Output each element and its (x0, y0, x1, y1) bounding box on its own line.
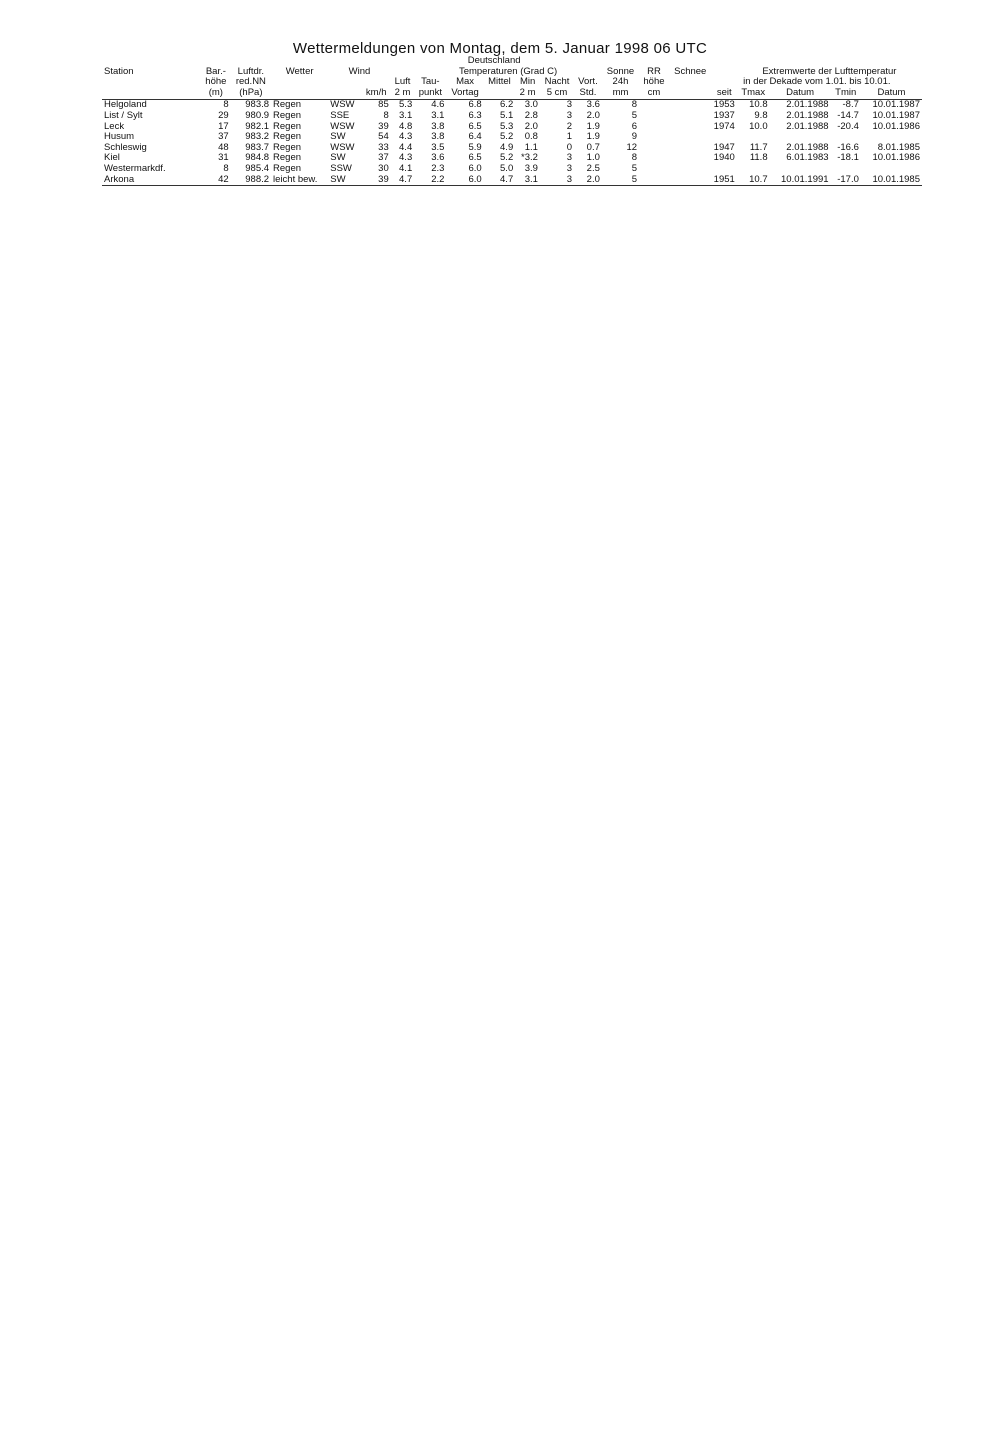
header-rr: RR (647, 65, 661, 77)
header-tau: Tau- (421, 76, 440, 88)
cell-seit: 1937 (713, 109, 735, 121)
cell-schnee (639, 111, 669, 122)
cell-wr: SW (330, 152, 346, 164)
table-row (102, 111, 922, 122)
cell-tmax_d: 2.01.1988 (786, 120, 829, 132)
cell-druck: 988.2 (231, 175, 271, 186)
cell-tmax_d (770, 164, 831, 175)
header-min-2: 2 m (515, 88, 540, 100)
cell-hoehe: 37 (218, 131, 229, 143)
cell-schnee (639, 175, 669, 186)
cell-luft: 4.8 (399, 120, 413, 132)
cell-wr: SSE (330, 109, 350, 121)
cell-tmax: 10.7 (737, 175, 770, 186)
cell-gap (669, 175, 712, 186)
cell-tau: 3.6 (431, 152, 445, 164)
header-bar-2: höhe (205, 76, 227, 88)
cell-seit (712, 164, 737, 175)
cell-rr: 6 (631, 120, 638, 132)
cell-nacht: 3 (566, 109, 573, 121)
header-tau-2: punkt (414, 88, 446, 100)
header-max: Max (456, 76, 475, 88)
cell-hoehe: 8 (223, 162, 229, 174)
header-wind-unit: km/h (362, 88, 391, 100)
header-station: Station (104, 65, 134, 77)
page-title: Wettermeldungen von Montag, dem 5. Januar 1998 06 UTC (292, 40, 708, 57)
cell-tmax: 11.8 (749, 152, 768, 164)
cell-rr: 5 (602, 175, 639, 186)
cell-min: 3.1 (515, 175, 540, 186)
cell-nacht: 3 (540, 175, 574, 186)
cell-luft: 4.3 (399, 152, 413, 164)
header-bar-unit: (m) (201, 88, 231, 100)
cell-sonne: 1.0 (586, 152, 600, 164)
cell-wetter: Regen (273, 162, 302, 174)
header-extremes-period: in der Dekade vom 1.01. bis 10.01. (743, 76, 891, 88)
cell-seit: 1953 (713, 99, 735, 111)
cell-wr: WSW (330, 99, 355, 111)
cell-tmax_d: 6.01.1983 (786, 152, 829, 164)
cell-max: 6.8 (468, 99, 482, 111)
cell-max: 6.4 (468, 131, 482, 143)
header-luft: Luft (394, 76, 411, 88)
cell-schnee (639, 132, 669, 143)
header-tmin: Tmin (831, 88, 861, 100)
cell-luft: 4.3 (399, 131, 413, 143)
cell-nacht: 2 (566, 120, 573, 132)
cell-name: Husum (104, 131, 135, 143)
cell-schnee (639, 164, 669, 175)
header-max-2: Vortag (446, 88, 483, 100)
cell-hoehe: 31 (218, 152, 229, 164)
cell-druck: 985.4 (245, 162, 270, 174)
cell-seit: 1974 (713, 120, 735, 132)
cell-hoehe: 17 (218, 120, 229, 132)
cell-sonne: 2.0 (574, 175, 602, 186)
cell-tmax: 10.0 (749, 120, 768, 132)
cell-druck: 980.9 (245, 109, 270, 121)
cell-tau: 3.8 (431, 131, 445, 143)
cell-luft: 5.3 (399, 99, 413, 111)
cell-wetter: Regen (273, 131, 302, 143)
header-luft-2: 2 m (391, 88, 414, 100)
header-nacht-2: 5 cm (540, 88, 574, 100)
cell-mittel: 6.2 (500, 99, 514, 111)
cell-nacht: 3 (566, 99, 573, 111)
cell-min: 2.8 (524, 109, 538, 121)
header-min: Min (519, 76, 536, 88)
cell-wg: 39 (362, 175, 391, 186)
cell-tmax: 9.8 (754, 109, 768, 121)
cell-tmin_d: 10.01.1987 (872, 109, 920, 121)
cell-mittel: 5.2 (500, 131, 514, 143)
header-sonne-2: Vort. (578, 76, 598, 88)
cell-tau: 3.8 (431, 120, 445, 132)
cell-min: 2.0 (524, 120, 538, 132)
cell-min: 0.8 (524, 131, 538, 143)
cell-luft: 4.1 (399, 162, 413, 174)
cell-max: 6.0 (446, 175, 483, 186)
cell-rr: 9 (631, 131, 638, 143)
cell-max: 6.5 (468, 152, 482, 164)
cell-druck: 983.2 (245, 131, 270, 143)
cell-sonne: 0.7 (586, 141, 600, 153)
cell-tau: 4.6 (431, 99, 445, 111)
cell-schnee (639, 153, 669, 164)
cell-tmin_d: 10.01.1985 (861, 175, 922, 186)
cell-tmax_d: 10.01.1991 (770, 175, 831, 186)
cell-gap (669, 164, 712, 175)
cell-hoehe: 48 (218, 141, 229, 153)
cell-min: 1.1 (524, 141, 538, 153)
cell-rr: 8 (631, 152, 638, 164)
weather-table (102, 56, 922, 186)
cell-hoehe: 8 (223, 99, 229, 111)
header-wind: Wind (348, 65, 371, 77)
cell-wg: 33 (378, 141, 389, 153)
cell-gap (669, 143, 712, 154)
cell-seit: 1947 (713, 141, 735, 153)
header-temperatures: Temperaturen (Grad C) (458, 65, 558, 77)
header-rr-2: 24h (612, 76, 629, 88)
cell-wr: WSW (330, 120, 355, 132)
cell-luft: 3.1 (399, 109, 413, 121)
cell-schnee (639, 100, 669, 111)
cell-sonne: 3.6 (586, 99, 600, 111)
cell-min: 3.0 (524, 99, 538, 111)
header-sonne: Sonne (606, 65, 635, 77)
cell-nacht: 3 (566, 152, 573, 164)
cell-mittel: 4.9 (500, 141, 514, 153)
cell-schnee (639, 122, 669, 133)
table-body (102, 100, 922, 186)
table-row (102, 164, 922, 175)
cell-tmin_d (861, 164, 922, 175)
cell-tmin: -8.7 (842, 99, 859, 111)
cell-tmax: 10.8 (749, 99, 768, 111)
cell-tmin: -16.6 (837, 141, 859, 153)
cell-luft: 4.4 (399, 141, 413, 153)
header-nacht: Nacht (544, 76, 570, 88)
cell-tmin: -14.7 (837, 109, 859, 121)
cell-tmin_d: 10.01.1986 (872, 120, 920, 132)
cell-luft: 4.7 (391, 175, 414, 186)
cell-mittel: 4.7 (484, 175, 516, 186)
header-seit: seit (712, 88, 737, 100)
cell-wr: WSW (330, 141, 355, 153)
cell-mittel: 5.2 (500, 152, 514, 164)
cell-gap (669, 122, 712, 133)
cell-max: 6.0 (468, 162, 482, 174)
cell-nacht: 1 (566, 131, 573, 143)
cell-sonne: 1.9 (586, 131, 600, 143)
cell-gap (669, 132, 712, 143)
cell-name: Arkona (102, 175, 201, 186)
cell-seit: 1951 (713, 173, 735, 185)
cell-tmax: 11.7 (749, 141, 768, 153)
cell-rr: 5 (631, 162, 638, 174)
header-tmin-datum: Datum (861, 88, 922, 100)
header-wetter: Wetter (285, 65, 314, 77)
cell-sonne: 1.9 (586, 120, 600, 132)
cell-name: List / Sylt (104, 109, 143, 121)
cell-hoehe: 42 (201, 175, 231, 186)
cell-tmin: -18.1 (837, 152, 859, 164)
cell-tau: 3.1 (431, 109, 445, 121)
cell-mittel: 5.1 (500, 109, 514, 121)
cell-mittel: 5.0 (500, 162, 514, 174)
cell-tmax_d: 2.01.1988 (786, 109, 829, 121)
cell-nacht: 3 (566, 162, 573, 174)
cell-hoehe: 29 (218, 109, 229, 121)
cell-sonne: 2.5 (586, 162, 600, 174)
cell-wr: SW (330, 131, 346, 143)
header-tmax: Tmax (737, 88, 770, 100)
cell-tau: 3.5 (431, 141, 445, 153)
cell-wg: 8 (383, 109, 389, 121)
table-row (102, 175, 922, 186)
header-schnee-2: höhe (643, 76, 665, 88)
header-country: Deutschland (467, 55, 521, 66)
cell-name: Leck (104, 120, 125, 132)
cell-seit: 1940 (713, 152, 735, 164)
cell-druck: 983.7 (245, 141, 270, 153)
cell-max: 6.5 (468, 120, 482, 132)
cell-tmin: -20.4 (837, 120, 859, 132)
cell-wg: 85 (378, 99, 389, 111)
cell-max: 6.3 (468, 109, 482, 121)
header-extremes: Extremwerte der Lufttemperatur (762, 65, 897, 77)
cell-tmax_d: 2.01.1988 (786, 99, 829, 111)
cell-min: *3.2 (521, 152, 538, 164)
header-luftdr-2: red.NN (235, 76, 266, 88)
cell-name: Kiel (104, 152, 120, 164)
header-schnee: Schnee (674, 65, 707, 77)
cell-wg: 37 (378, 152, 389, 164)
cell-nacht: 0 (566, 141, 573, 153)
header-mittel: Mittel (488, 76, 511, 88)
cell-wetter: leicht bew. (271, 175, 328, 186)
table-header (102, 56, 922, 100)
cell-tmin_d: 10.01.1987 (872, 99, 920, 111)
cell-tau: 2.2 (414, 175, 446, 186)
cell-rr: 12 (626, 141, 638, 153)
cell-wr: SW (328, 175, 361, 186)
cell-max: 5.9 (468, 141, 482, 153)
cell-wetter: Regen (273, 99, 302, 111)
cell-schnee (639, 143, 669, 154)
header-bar: Bar.- (205, 65, 226, 77)
cell-name: Helgoland (104, 99, 147, 111)
cell-gap (669, 111, 712, 122)
cell-gap (669, 100, 712, 111)
header-luftdr: Luftdr. (237, 65, 265, 77)
header-schnee-3: cm (639, 88, 669, 100)
cell-gap (669, 153, 712, 164)
cell-wetter: Regen (273, 141, 302, 153)
header-tmax-datum: Datum (770, 88, 831, 100)
cell-rr: 5 (631, 109, 638, 121)
cell-tmin_d: 8.01.1985 (877, 141, 920, 153)
cell-rr: 8 (631, 99, 638, 111)
cell-druck: 984.8 (245, 152, 270, 164)
cell-druck: 982.1 (245, 120, 270, 132)
cell-tmin_d: 10.01.1986 (872, 152, 920, 164)
cell-druck: 983.8 (245, 99, 270, 111)
cell-tmin (831, 164, 861, 175)
header-rr-3: mm (602, 88, 639, 100)
cell-tmax_d: 2.01.1988 (786, 141, 829, 153)
cell-wetter: Regen (273, 152, 302, 164)
cell-tmax (737, 164, 770, 175)
cell-name: Westermarkdf. (104, 162, 166, 174)
header-luftdr-unit: (hPa) (231, 88, 271, 100)
cell-name: Schleswig (104, 141, 147, 153)
cell-wg: 39 (378, 120, 389, 132)
cell-mittel: 5.3 (500, 120, 514, 132)
cell-wg: 54 (378, 131, 389, 143)
cell-tmin: -17.0 (831, 175, 861, 186)
cell-min: 3.9 (524, 162, 538, 174)
cell-wg: 30 (378, 162, 389, 174)
cell-wr: SSW (330, 162, 352, 174)
cell-sonne: 2.0 (586, 109, 600, 121)
cell-wetter: Regen (273, 120, 302, 132)
header-sonne-3: Std. (574, 88, 602, 100)
cell-tau: 2.3 (431, 162, 445, 174)
cell-wetter: Regen (273, 109, 302, 121)
